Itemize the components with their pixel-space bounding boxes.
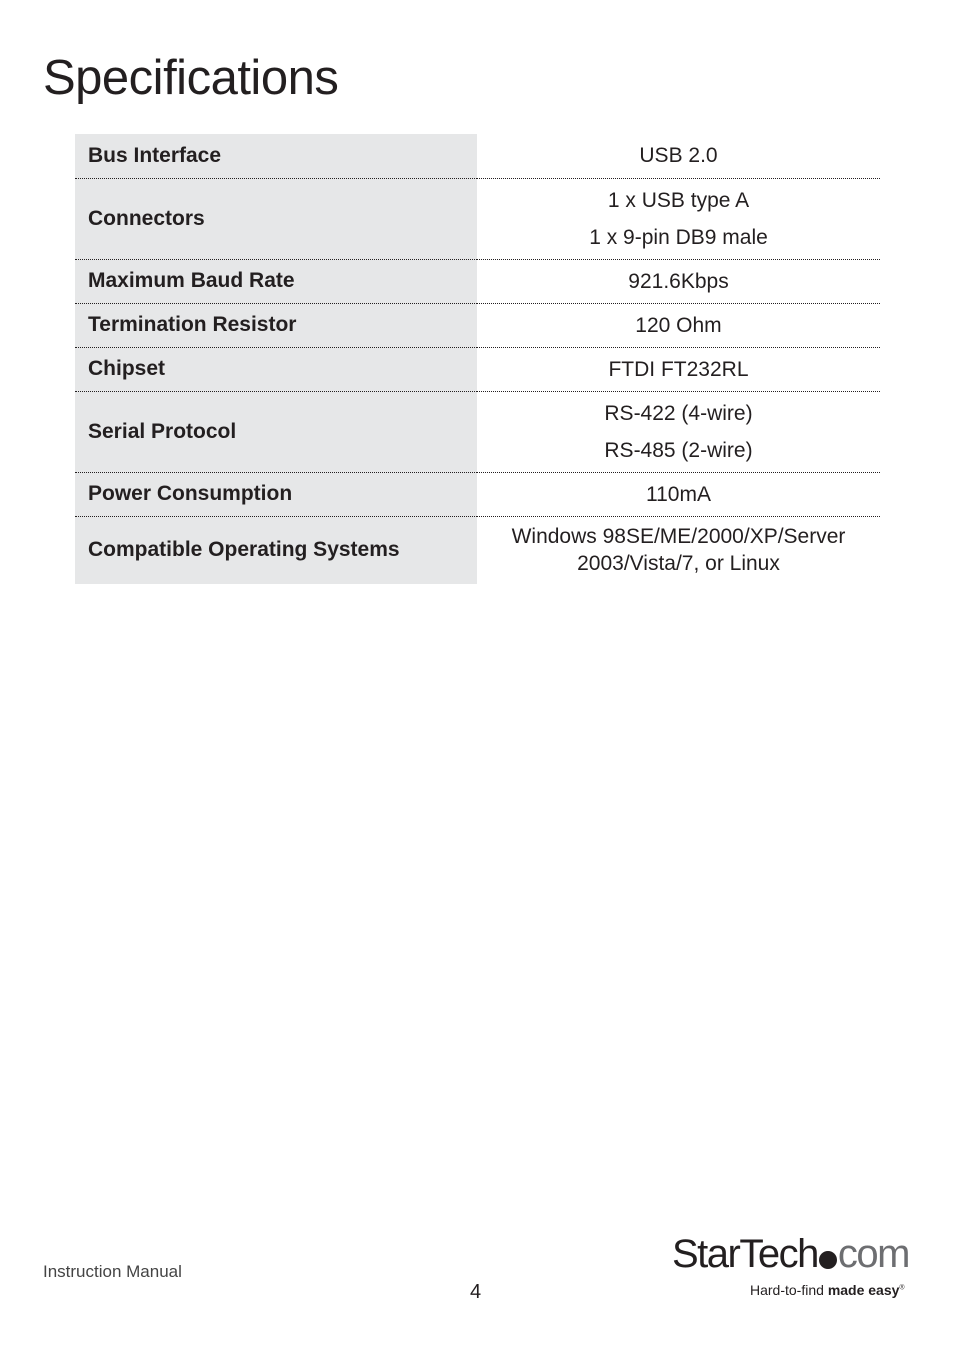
spec-value-line: 1 x USB type A [607, 188, 750, 212]
registered-mark: ® [899, 1284, 905, 1292]
logo-wordmark [672, 1232, 909, 1277]
startech-logo [672, 1232, 912, 1302]
logo-tagline [750, 1282, 905, 1298]
spec-value-line: 110mA [646, 482, 711, 506]
table-row [75, 303, 880, 347]
table-row [75, 391, 880, 472]
table-row [75, 134, 880, 178]
table-row [75, 472, 880, 516]
spec-value-line: USB 2.0 [639, 144, 718, 168]
spec-label: Serial Protocol [75, 391, 477, 472]
spec-label: Bus Interface [75, 134, 477, 178]
spec-label: Connectors [75, 178, 477, 259]
spec-value-line: 120 Ohm [635, 313, 722, 337]
page-title: Specifications [43, 51, 339, 105]
spec-value [477, 178, 880, 259]
logo-brand-end: com [837, 1232, 909, 1276]
spec-value [477, 516, 880, 584]
spec-value-line: 2003/Vista/7, or Linux [577, 552, 780, 576]
page-number: 4 [470, 1281, 482, 1303]
spec-label: Termination Resistor [75, 303, 477, 347]
spec-label: Maximum Baud Rate [75, 259, 477, 303]
specifications-table [75, 134, 880, 584]
spec-value-line: Windows 98SE/ME/2000/XP/Server [511, 525, 846, 549]
spec-value-line: RS-485 (2-wire) [604, 438, 753, 462]
table-row [75, 516, 880, 584]
spec-value-line: RS-422 (4-wire) [604, 401, 753, 425]
table-row [75, 178, 880, 259]
spec-value [477, 391, 880, 472]
logo-dot-icon [819, 1251, 837, 1269]
logo-tagline-start: Hard-to-find [750, 1282, 828, 1298]
spec-label: Power Consumption [75, 472, 477, 516]
spec-label: Compatible Operating Systems [75, 516, 477, 584]
spec-value [477, 259, 880, 303]
spec-value [477, 347, 880, 391]
table-row [75, 347, 880, 391]
spec-value-line: FTDI FT232RL [608, 357, 749, 381]
spec-value-line: 1 x 9-pin DB9 male [589, 225, 768, 249]
spec-value [477, 472, 880, 516]
logo-tagline-bold: made easy [827, 1282, 900, 1298]
footer-manual-label: Instruction Manual [43, 1262, 182, 1281]
spec-value [477, 303, 880, 347]
table-row [75, 259, 880, 303]
spec-label: Chipset [75, 347, 477, 391]
logo-brand-start: StarTech [672, 1232, 818, 1276]
spec-value-line: 921.6Kbps [628, 269, 729, 293]
spec-value [477, 134, 880, 178]
